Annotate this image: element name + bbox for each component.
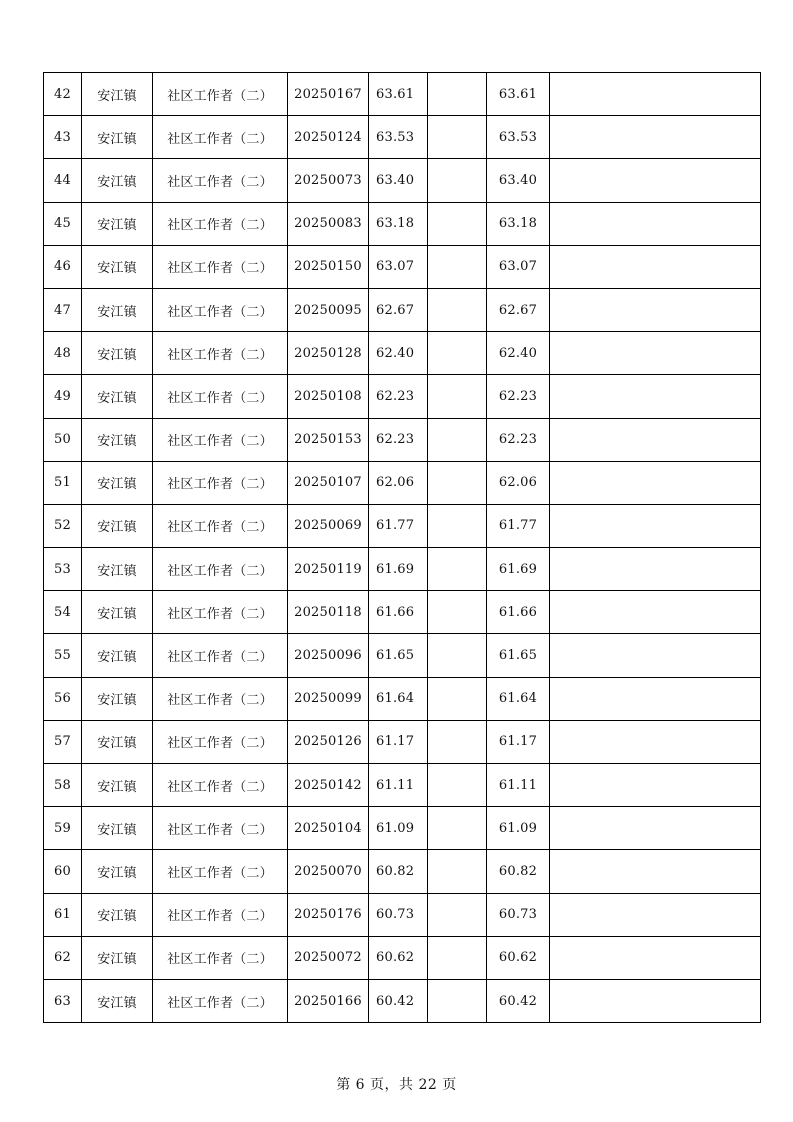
total-score-cell: 63.61 — [487, 73, 550, 116]
position-cell: 社区工作者（二） — [153, 893, 288, 936]
town-cell: 安江镇 — [82, 850, 153, 893]
bonus-score-cell — [428, 418, 487, 461]
score-table — [43, 72, 761, 1023]
table-row — [44, 548, 761, 591]
remark-cell — [550, 73, 761, 116]
remark-cell — [550, 634, 761, 677]
admission-ticket-cell: 20250107 — [288, 461, 369, 504]
bonus-score-cell — [428, 288, 487, 331]
table-row — [44, 73, 761, 116]
town-cell: 安江镇 — [82, 634, 153, 677]
admission-ticket-cell: 20250069 — [288, 504, 369, 547]
bonus-score-cell — [428, 807, 487, 850]
table-row — [44, 979, 761, 1022]
admission-ticket-cell: 20250118 — [288, 591, 369, 634]
total-score-cell: 61.69 — [487, 548, 550, 591]
table-body — [44, 73, 761, 1023]
admission-ticket-cell: 20250176 — [288, 893, 369, 936]
written-score-cell: 62.06 — [369, 461, 428, 504]
written-score-cell: 61.77 — [369, 504, 428, 547]
town-cell: 安江镇 — [82, 418, 153, 461]
position-cell: 社区工作者（二） — [153, 116, 288, 159]
table-row — [44, 116, 761, 159]
row-number-cell: 58 — [44, 764, 82, 807]
total-score-cell: 62.40 — [487, 332, 550, 375]
bonus-score-cell — [428, 936, 487, 979]
town-cell: 安江镇 — [82, 202, 153, 245]
position-cell: 社区工作者（二） — [153, 202, 288, 245]
row-number-cell: 43 — [44, 116, 82, 159]
admission-ticket-cell: 20250095 — [288, 288, 369, 331]
table-row — [44, 245, 761, 288]
bonus-score-cell — [428, 850, 487, 893]
bonus-score-cell — [428, 245, 487, 288]
row-number-cell: 62 — [44, 936, 82, 979]
admission-ticket-cell: 20250108 — [288, 375, 369, 418]
written-score-cell: 62.40 — [369, 332, 428, 375]
table-row — [44, 202, 761, 245]
admission-ticket-cell: 20250072 — [288, 936, 369, 979]
admission-ticket-cell: 20250167 — [288, 73, 369, 116]
remark-cell — [550, 893, 761, 936]
bonus-score-cell — [428, 720, 487, 763]
total-score-cell: 60.42 — [487, 979, 550, 1022]
total-score-cell: 61.77 — [487, 504, 550, 547]
total-score-cell: 61.11 — [487, 764, 550, 807]
bonus-score-cell — [428, 461, 487, 504]
admission-ticket-cell: 20250073 — [288, 159, 369, 202]
admission-ticket-cell: 20250070 — [288, 850, 369, 893]
remark-cell — [550, 375, 761, 418]
bonus-score-cell — [428, 979, 487, 1022]
row-number-cell: 47 — [44, 288, 82, 331]
total-score-cell: 60.82 — [487, 850, 550, 893]
remark-cell — [550, 288, 761, 331]
written-score-cell: 61.17 — [369, 720, 428, 763]
town-cell: 安江镇 — [82, 245, 153, 288]
admission-ticket-cell: 20250128 — [288, 332, 369, 375]
bonus-score-cell — [428, 202, 487, 245]
position-cell: 社区工作者（二） — [153, 504, 288, 547]
position-cell: 社区工作者（二） — [153, 764, 288, 807]
table-row — [44, 591, 761, 634]
total-score-cell: 60.62 — [487, 936, 550, 979]
written-score-cell: 60.62 — [369, 936, 428, 979]
bonus-score-cell — [428, 548, 487, 591]
written-score-cell: 61.11 — [369, 764, 428, 807]
position-cell: 社区工作者（二） — [153, 850, 288, 893]
town-cell: 安江镇 — [82, 548, 153, 591]
town-cell: 安江镇 — [82, 764, 153, 807]
table-row — [44, 375, 761, 418]
row-number-cell: 57 — [44, 720, 82, 763]
written-score-cell: 61.09 — [369, 807, 428, 850]
town-cell: 安江镇 — [82, 720, 153, 763]
row-number-cell: 53 — [44, 548, 82, 591]
town-cell: 安江镇 — [82, 504, 153, 547]
written-score-cell: 63.53 — [369, 116, 428, 159]
remark-cell — [550, 116, 761, 159]
written-score-cell: 63.61 — [369, 73, 428, 116]
town-cell: 安江镇 — [82, 159, 153, 202]
town-cell: 安江镇 — [82, 807, 153, 850]
total-score-cell: 61.66 — [487, 591, 550, 634]
remark-cell — [550, 159, 761, 202]
row-number-cell: 42 — [44, 73, 82, 116]
remark-cell — [550, 979, 761, 1022]
total-score-cell: 61.17 — [487, 720, 550, 763]
position-cell: 社区工作者（二） — [153, 936, 288, 979]
table-row — [44, 159, 761, 202]
table-row — [44, 720, 761, 763]
position-cell: 社区工作者（二） — [153, 375, 288, 418]
remark-cell — [550, 764, 761, 807]
position-cell: 社区工作者（二） — [153, 418, 288, 461]
position-cell: 社区工作者（二） — [153, 332, 288, 375]
town-cell: 安江镇 — [82, 461, 153, 504]
admission-ticket-cell: 20250104 — [288, 807, 369, 850]
remark-cell — [550, 202, 761, 245]
total-score-cell: 61.64 — [487, 677, 550, 720]
remark-cell — [550, 936, 761, 979]
remark-cell — [550, 850, 761, 893]
position-cell: 社区工作者（二） — [153, 461, 288, 504]
admission-ticket-cell: 20250150 — [288, 245, 369, 288]
table-row — [44, 288, 761, 331]
table-row — [44, 677, 761, 720]
row-number-cell: 52 — [44, 504, 82, 547]
written-score-cell: 63.07 — [369, 245, 428, 288]
row-number-cell: 44 — [44, 159, 82, 202]
written-score-cell: 62.23 — [369, 418, 428, 461]
table-row — [44, 850, 761, 893]
table-row — [44, 504, 761, 547]
row-number-cell: 55 — [44, 634, 82, 677]
bonus-score-cell — [428, 332, 487, 375]
position-cell: 社区工作者（二） — [153, 288, 288, 331]
position-cell: 社区工作者（二） — [153, 720, 288, 763]
total-score-cell: 61.09 — [487, 807, 550, 850]
row-number-cell: 49 — [44, 375, 82, 418]
town-cell: 安江镇 — [82, 375, 153, 418]
row-number-cell: 56 — [44, 677, 82, 720]
row-number-cell: 59 — [44, 807, 82, 850]
total-score-cell: 60.73 — [487, 893, 550, 936]
table-row — [44, 332, 761, 375]
row-number-cell: 48 — [44, 332, 82, 375]
town-cell: 安江镇 — [82, 979, 153, 1022]
bonus-score-cell — [428, 504, 487, 547]
total-score-cell: 63.40 — [487, 159, 550, 202]
bonus-score-cell — [428, 764, 487, 807]
admission-ticket-cell: 20250124 — [288, 116, 369, 159]
admission-ticket-cell: 20250096 — [288, 634, 369, 677]
admission-ticket-cell: 20250083 — [288, 202, 369, 245]
town-cell: 安江镇 — [82, 893, 153, 936]
admission-ticket-cell: 20250166 — [288, 979, 369, 1022]
bonus-score-cell — [428, 116, 487, 159]
admission-ticket-cell: 20250119 — [288, 548, 369, 591]
admission-ticket-cell: 20250099 — [288, 677, 369, 720]
row-number-cell: 63 — [44, 979, 82, 1022]
written-score-cell: 61.66 — [369, 591, 428, 634]
total-score-cell: 63.53 — [487, 116, 550, 159]
total-score-cell: 62.06 — [487, 461, 550, 504]
total-score-cell: 63.07 — [487, 245, 550, 288]
town-cell: 安江镇 — [82, 591, 153, 634]
row-number-cell: 54 — [44, 591, 82, 634]
bonus-score-cell — [428, 159, 487, 202]
page-footer: 第 6 页，共 22 页 — [336, 1077, 457, 1093]
position-cell: 社区工作者（二） — [153, 548, 288, 591]
position-cell: 社区工作者（二） — [153, 979, 288, 1022]
bonus-score-cell — [428, 73, 487, 116]
table-row — [44, 764, 761, 807]
remark-cell — [550, 720, 761, 763]
town-cell: 安江镇 — [82, 288, 153, 331]
total-score-cell: 61.65 — [487, 634, 550, 677]
bonus-score-cell — [428, 375, 487, 418]
row-number-cell: 60 — [44, 850, 82, 893]
written-score-cell: 62.23 — [369, 375, 428, 418]
town-cell: 安江镇 — [82, 116, 153, 159]
admission-ticket-cell: 20250142 — [288, 764, 369, 807]
written-score-cell: 60.82 — [369, 850, 428, 893]
position-cell: 社区工作者（二） — [153, 634, 288, 677]
remark-cell — [550, 461, 761, 504]
bonus-score-cell — [428, 591, 487, 634]
remark-cell — [550, 548, 761, 591]
table-row — [44, 807, 761, 850]
town-cell: 安江镇 — [82, 332, 153, 375]
total-score-cell: 62.67 — [487, 288, 550, 331]
admission-ticket-cell: 20250126 — [288, 720, 369, 763]
remark-cell — [550, 418, 761, 461]
row-number-cell: 50 — [44, 418, 82, 461]
table-row — [44, 634, 761, 677]
position-cell: 社区工作者（二） — [153, 677, 288, 720]
total-score-cell: 62.23 — [487, 418, 550, 461]
table-row — [44, 461, 761, 504]
table-row — [44, 418, 761, 461]
position-cell: 社区工作者（二） — [153, 159, 288, 202]
table-row — [44, 893, 761, 936]
row-number-cell: 51 — [44, 461, 82, 504]
town-cell: 安江镇 — [82, 936, 153, 979]
bonus-score-cell — [428, 893, 487, 936]
written-score-cell: 61.69 — [369, 548, 428, 591]
row-number-cell: 46 — [44, 245, 82, 288]
written-score-cell: 61.65 — [369, 634, 428, 677]
town-cell: 安江镇 — [82, 677, 153, 720]
remark-cell — [550, 504, 761, 547]
admission-ticket-cell: 20250153 — [288, 418, 369, 461]
total-score-cell: 62.23 — [487, 375, 550, 418]
remark-cell — [550, 677, 761, 720]
row-number-cell: 61 — [44, 893, 82, 936]
row-number-cell: 45 — [44, 202, 82, 245]
position-cell: 社区工作者（二） — [153, 591, 288, 634]
remark-cell — [550, 332, 761, 375]
remark-cell — [550, 807, 761, 850]
written-score-cell: 62.67 — [369, 288, 428, 331]
remark-cell — [550, 591, 761, 634]
written-score-cell: 60.42 — [369, 979, 428, 1022]
written-score-cell: 60.73 — [369, 893, 428, 936]
written-score-cell: 63.18 — [369, 202, 428, 245]
position-cell: 社区工作者（二） — [153, 73, 288, 116]
total-score-cell: 63.18 — [487, 202, 550, 245]
bonus-score-cell — [428, 634, 487, 677]
written-score-cell: 61.64 — [369, 677, 428, 720]
town-cell: 安江镇 — [82, 73, 153, 116]
position-cell: 社区工作者（二） — [153, 245, 288, 288]
written-score-cell: 63.40 — [369, 159, 428, 202]
remark-cell — [550, 245, 761, 288]
bonus-score-cell — [428, 677, 487, 720]
table-row — [44, 936, 761, 979]
position-cell: 社区工作者（二） — [153, 807, 288, 850]
